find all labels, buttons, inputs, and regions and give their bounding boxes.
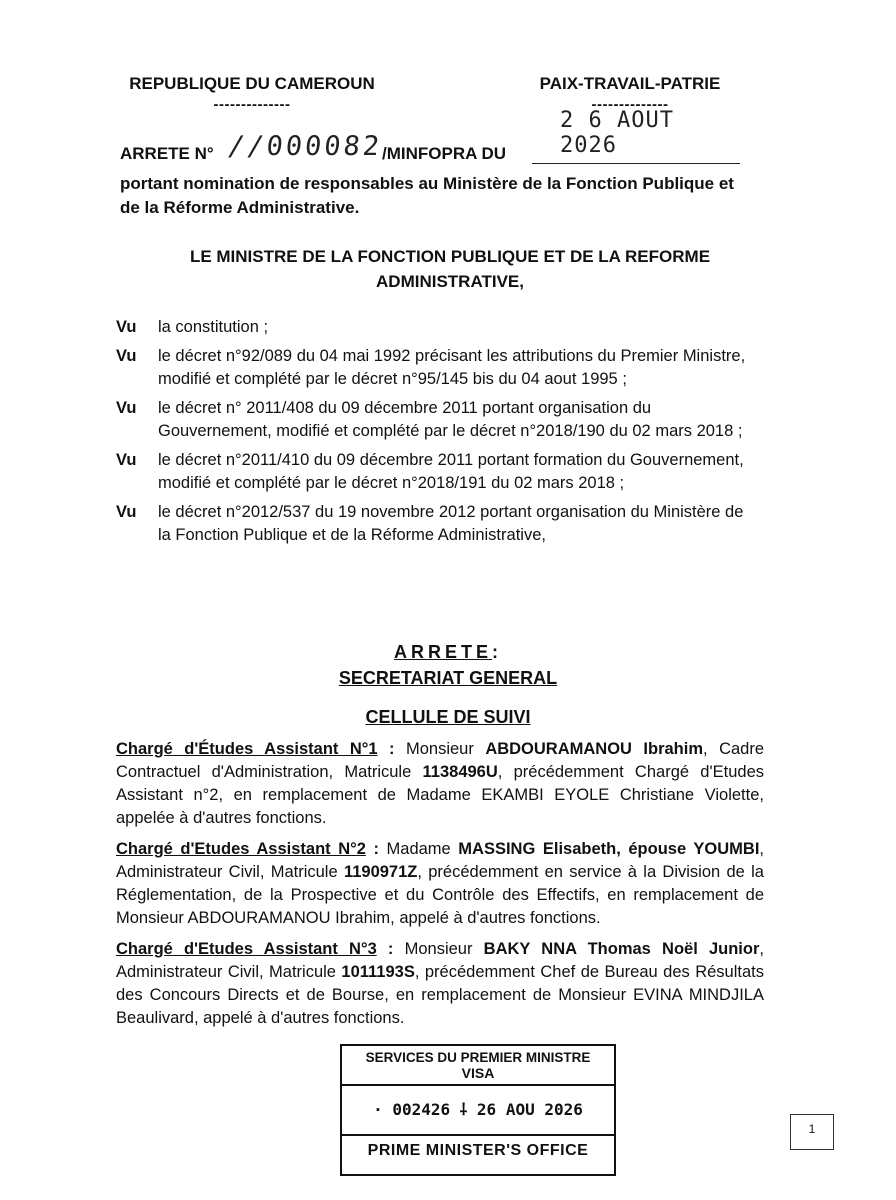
header-republic-dashes: --------------	[213, 96, 291, 113]
appointee-matricule: 1011193S	[341, 963, 415, 981]
minister-heading-line2: ADMINISTRATIVE,	[376, 272, 524, 291]
legal-basis-text: la constitution ;	[158, 318, 269, 336]
appointment-paragraph	[116, 938, 764, 1030]
minister-heading-line1: LE MINISTRE DE LA FONCTION PUBLIQUE ET DE LA REFORME	[189, 247, 711, 266]
arrete-title-text: ARRETE	[393, 642, 492, 662]
appointment-text: , Cadre Contractuel d'Administration, Matricule	[116, 740, 765, 781]
header-republic-text: REPUBLIQUE DU CAMEROUN	[129, 74, 375, 93]
vu-label: Vu	[116, 399, 137, 417]
header-motto-text: PAIX-TRAVAIL-PATRIE	[539, 74, 721, 93]
section-secretariat-general	[0, 668, 896, 689]
page-number-box: 1	[790, 1114, 834, 1150]
legal-basis-text: le décret n°2012/537 du 19 novembre 2012 portant organisation du Ministère de la Fonction Publique et de la Réforme Administrative,	[158, 503, 744, 544]
legal-basis-item	[116, 449, 756, 495]
arrete-subject: portant nomination de responsables au Ministère de la Fonction Publique et de la Réforme Administrative.	[120, 174, 734, 217]
appointment-text: , précédemment en service à la Division de la Réglementation, de la Prospective et du Contrôle des Effectifs, en remplacement de Monsieur ABDOURAMANOU Ibrahim, appelé à d'autres fonctions.	[116, 863, 764, 927]
legal-basis-list	[116, 316, 756, 553]
appointee-matricule: 1190971Z	[343, 863, 418, 881]
appointment-role: Chargé d'Études Assistant N°1	[116, 740, 378, 758]
appointment-paragraph	[116, 838, 764, 930]
appointee-name: ABDOURAMANOU Ibrahim	[485, 740, 704, 758]
legal-basis-item	[116, 345, 756, 391]
stamp-services-line: SERVICES DU PREMIER MINISTRE	[365, 1050, 591, 1065]
section-cellule-de-suivi-text: CELLULE DE SUIVI	[365, 707, 531, 727]
appointment-role: Chargé d'Etudes Assistant N°3	[116, 940, 377, 958]
appointee-name: MASSING Elisabeth, épouse YOUMBI	[458, 840, 760, 858]
legal-basis-text: le décret n°2011/410 du 09 décembre 2011 portant formation du Gouvernement, modifié et complété par le décret n°2018/191 du 02 mars 2018 ;	[158, 451, 744, 492]
arrete-title	[0, 642, 896, 663]
legal-basis-item	[116, 316, 756, 339]
appointment-text: Monsieur	[405, 740, 486, 758]
vu-label: Vu	[116, 451, 137, 469]
appointment-colon: :	[376, 940, 405, 958]
stamp-divider	[342, 1134, 614, 1136]
appointment-role: Chargé d'Etudes Assistant N°2	[116, 840, 366, 858]
legal-basis-item	[116, 397, 756, 443]
arrete-prefix: ARRETE N°	[120, 144, 214, 163]
stamp-divider	[342, 1084, 614, 1086]
appointment-paragraph	[116, 738, 764, 830]
vu-label: Vu	[116, 503, 137, 521]
date-underline	[532, 163, 740, 164]
appointment-colon: :	[365, 840, 387, 858]
legal-basis-item	[116, 501, 756, 547]
arrete-suffix: /MINFOPRA DU	[382, 144, 507, 163]
appointment-text: Monsieur	[404, 940, 484, 958]
stamp-register-number: · 002426 ⸸ 26 AOU 2026	[373, 1100, 583, 1119]
vu-label: Vu	[116, 347, 137, 365]
appointment-text: , précédemment Chef de Bureau des Résultats des Concours Directs et de Bourse, en remplacement de Monsieur EVINA MINDJILA Beaulivard, appelé à d'autres fonctions.	[116, 963, 764, 1027]
vu-label: Vu	[116, 318, 137, 336]
appointment-text: Madame	[386, 840, 459, 858]
legal-basis-text: le décret n°92/089 du 04 mai 1992 précisant les attributions du Premier Ministre, modifié et complété par le décret n°95/145 bis du 04 aout 1995 ;	[158, 347, 746, 388]
appointee-name: BAKY NNA Thomas Noël Junior	[483, 940, 760, 958]
arrete-date-stamp: 2 6 AOUT 2026	[560, 108, 674, 158]
section-secretariat-general-text: SECRETARIAT GENERAL	[338, 668, 558, 688]
header-motto-dashes: --------------	[591, 96, 669, 113]
visa-stamp	[340, 1044, 616, 1176]
section-cellule-de-suivi	[0, 707, 896, 728]
appointment-text: , précédemment Chargé d'Etudes Assistant n°2, en remplacement de Madame EKAMBI EYOLE Christiane Violette, appelée à d'autres fonctions.	[116, 763, 764, 827]
arrete-number-handwritten: //000082	[226, 131, 384, 162]
appointment-text: , Administrateur Civil, Matricule	[116, 940, 764, 981]
appointment-text: , Administrateur Civil, Matricule	[116, 840, 764, 881]
minister-heading	[140, 244, 760, 294]
stamp-office-line: PRIME MINISTER'S OFFICE	[367, 1142, 589, 1159]
arrete-title-colon: :	[492, 642, 502, 662]
appointment-colon: :	[377, 740, 406, 758]
arrete-reference	[120, 108, 740, 168]
stamp-visa-line: VISA	[461, 1065, 495, 1081]
header-republic	[112, 74, 392, 113]
legal-basis-text: le décret n° 2011/408 du 09 décembre 2011 portant organisation du Gouvernement, modifié et complété par le décret n°2018/190 du 02 mars 2018 ;	[158, 399, 743, 440]
appointee-matricule: 1138496U	[422, 763, 498, 781]
